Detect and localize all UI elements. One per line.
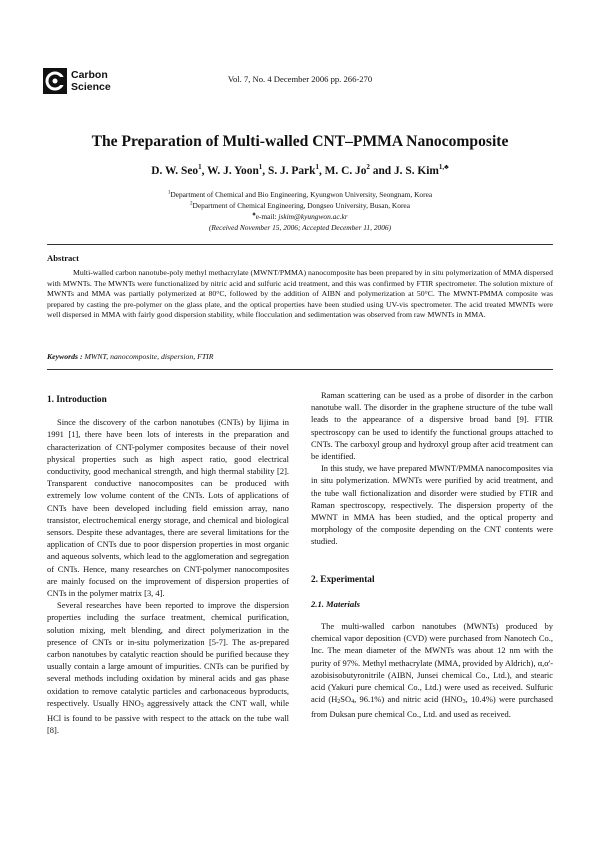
section-heading-experimental: 2. Experimental	[311, 574, 375, 585]
abstract-text: Multi-walled carbon nanotube-poly methyl methacrylate (MWNT/PMMA) nanocomposite has been prepared by in situ polymerization of MMA dispersed with MWNTs. The MWNTs were functionalized by nitric acid and sulfuric acid treatment, and this was confirmed by FTIR spectrometer. The solution mixture of MWNTs and MMA was partially polymerized at 80°C, followed by the addition of AIBN and polymerization at 50°C. The MWNT-PMMA composite was prepared by casting the pre-polymer on the glass plate, and the optical properties have been studied using UV-vis spectrometer. The acid treated MWNTs were well dispersed in MMA with fairly good dispersion stability, while flocculation and sedimentation was observed from raw MWNTs in MMA.	[47, 268, 553, 320]
author-affiliation-mark: 1	[198, 163, 202, 171]
materials-text-3: , 96.1%) and nitric acid (HNO	[354, 694, 463, 705]
keywords	[47, 352, 553, 361]
right-column	[311, 389, 553, 721]
author-separator: and	[369, 164, 394, 177]
email-label: e-mail:	[255, 212, 279, 221]
intro-paragraph-4: In this study, we have prepared MWNT/PMMA nanocomposites via in situ polymerization. MWNTs were purified by acid treatment, and the tube wall fictionalization and disorder were studied by FTIR and Raman spectroscopy, respectively. The dispersion property of the MWNT in MMA has been studied, and the optical property and morphology of the composite depending on the CNT contents were studied.	[311, 463, 553, 547]
author-list	[20, 163, 580, 177]
author-separator: ,	[262, 164, 268, 177]
intro-paragraph-2-part-2: aggressively attack the CNT wall, while HCl is found to be passive with respect to the attack on the tube wall [8].	[47, 697, 289, 736]
left-column	[47, 394, 289, 736]
subsection-heading-materials: 2.1. Materials	[311, 598, 360, 609]
author-name: W. J. Yoon	[207, 164, 259, 177]
affiliation-2-mark: 2	[190, 201, 193, 207]
intro-paragraph-3: Raman scattering can be used as a probe of disorder in the carbon nanotube wall. The disorder in the graphene structure of the tube wall leads to the appearance of a dispersive broad band [9]. FTIR spectroscopy can be used to identify the functional groups attached to CNTs. The carboxyl group and hydroxyl group after acid treatment can be identified.	[311, 390, 553, 462]
materials-text-4: , 10.4%) were purchased from Duksan pure chemical Co., Ltd. and used as received.	[311, 694, 553, 720]
keywords-list: MWNT, nanocomposite, dispersion, FTIR	[84, 352, 214, 361]
materials-text-2: SO	[340, 694, 352, 705]
logo-line-1: Carbon	[71, 69, 108, 81]
intro-paragraph-1: Since the discovery of the carbon nanotubes (CNTs) by Iijima in 1991 [1], there have been lots of interests in the preparation and characterization of CNT-polymer composites because of their novel physical properties such as high aspect ratio, good electrical conductivity, good mechanical strength, and high thermal stability [2]. Transparent conductive nanocomposites can be produced with extremely low volume content of the CNTs. Lots of applications of CNTs have been developed including field emission array, nano transistor, electrochemical energy storage, and chemical and biological sensors. Despite these advantages, there are several limitations for the application of CNTs due to poor dispersion properties in most organic and aqueous solvents, which lead to the agglomeration and segregation of CNTs. Hence, many researches on CNT-polymer nanocomposites are mainly focused on the improvement of dispersion properties of CNTs in the polymer matrix [3, 4].	[47, 417, 289, 599]
email-address[interactable]: jskim@kyungwon.ac.kr	[278, 212, 348, 221]
affiliation-1	[20, 190, 580, 199]
email-mark: ♣	[252, 212, 256, 218]
affiliation-1-mark: 1	[167, 190, 171, 196]
author-affiliation-mark: 1,♣	[438, 163, 449, 171]
author-name: D. W. Seo	[151, 164, 199, 177]
h2so4-subscript-2: 2	[337, 699, 341, 706]
author-separator: ,	[201, 164, 208, 177]
corresponding-email	[20, 212, 580, 221]
issue-info: Vol. 7, No. 4 December 2006 pp. 266-270	[227, 74, 373, 84]
affiliation-1-text: Department of Chemical and Bio Engineering, Kyungwon University, Seongnam, Korea	[170, 190, 433, 199]
author-affiliation-mark: 1	[315, 163, 319, 171]
intro-paragraph-2-part-1: Several researches have been reported to improve the dispersion properties including the surface treatment, chemical purification, solution mixing, melt blending, and direct polymerization in the presence of CNTs or in-situ polymerization [5-7]. The as-prepared carbon nanotubes by catalytic reaction should be purified because they usually contain a large amount of impurities. CNTs can be purified by several methods including oxidation by mineral acids and gas phase oxidation to remove catalytic particles and carbonaceous byproducts, respectively. Usually HNO	[47, 600, 289, 708]
h2so4-subscript-4: 4	[351, 699, 355, 706]
author-affiliation-mark: 1	[258, 163, 263, 171]
section-heading-introduction: 1. Introduction	[47, 395, 107, 405]
author-name: M. C. Jo	[324, 164, 367, 177]
affiliation-2-text: Department of Chemical Engineering, Dongseo University, Busan, Korea	[192, 201, 410, 210]
logo-line-2: Science	[71, 81, 111, 93]
materials-paragraph	[311, 620, 553, 721]
hno3-subscript-3: 3	[462, 699, 466, 706]
hno3-subscript: 3	[140, 702, 144, 709]
paper-title: The Preparation of Multi-walled CNT–PMMA Nanocomposite	[91, 133, 509, 150]
abstract-top-rule	[47, 244, 553, 245]
keywords-label: Keywords :	[47, 352, 85, 361]
author-separator: ,	[318, 164, 325, 177]
affiliation-2	[20, 201, 580, 210]
intro-paragraph-2	[47, 599, 289, 736]
abstract-heading: Abstract	[47, 253, 79, 263]
author-name: S. J. Park	[267, 164, 316, 177]
author-affiliation-mark: 2	[366, 163, 370, 171]
abstract-bottom-rule	[47, 369, 553, 370]
materials-text-1: The multi-walled carbon nanotubes (MWNTs) produced by chemical vapor deposition (CVD) were purchased from Nanotech Co., Inc. The mean diameter of the MWNTs was about 12 nm with the purity of 97%. Methyl methacrylate (MMA, provided by Aldrich), α,α'-azobisisobutyronitrile (AIBN, Junsei chemical Co., Ltd.), and stearic acid (Yakuri pure chemical Co., Ltd.) were used as received. Sulfuric acid (H	[311, 621, 553, 705]
author-name: J. S. Kim	[393, 164, 439, 177]
received-dates: (Received November 15, 2006; Accepted December 11, 2006)	[208, 223, 392, 232]
